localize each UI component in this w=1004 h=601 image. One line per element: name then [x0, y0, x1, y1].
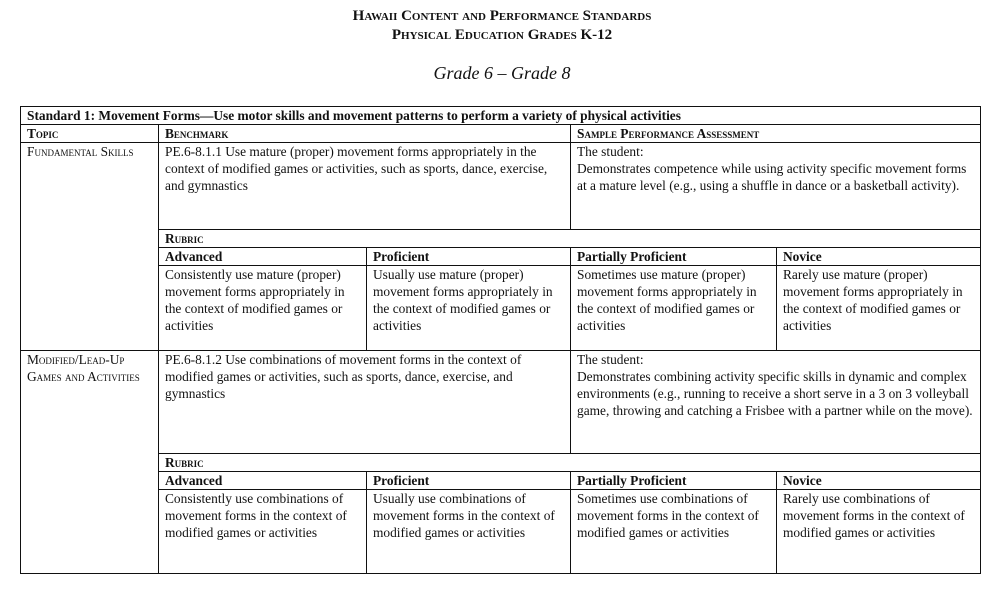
- level-proficient: Proficient: [367, 472, 571, 490]
- benchmark-cell: PE.6-8.1.2 Use combinations of movement forms in the context of modified games or activities, such as sports, dance, exercise, and gymnastics: [159, 351, 571, 454]
- rubric-label: Rubric: [159, 454, 981, 472]
- assessment-intro: The student:: [577, 352, 644, 367]
- level-partially-proficient: Partially Proficient: [571, 248, 777, 266]
- benchmark-header: Benchmark: [159, 125, 571, 143]
- rubric-cell: Rarely use mature (proper) movement forms appropriately in the context of modified games or activities: [777, 266, 981, 351]
- rubric-cell: Usually use mature (proper) movement forms appropriately in the context of modified games or activities: [367, 266, 571, 351]
- rubric-cell: Consistently use mature (proper) movement forms appropriately in the context of modified games or activities: [159, 266, 367, 351]
- level-novice: Novice: [777, 248, 981, 266]
- rubric-cell: Rarely use combinations of movement forms in the context of modified games or activities: [777, 490, 981, 574]
- level-advanced: Advanced: [159, 472, 367, 490]
- assessment-intro: The student:: [577, 144, 644, 159]
- topic-cell: Fundamental Skills: [21, 143, 159, 351]
- rubric-label: Rubric: [159, 230, 981, 248]
- rubric-cell: Sometimes use combinations of movement forms in the context of modified games or activities: [571, 490, 777, 574]
- topic-cell: Modified/Lead-Up Games and Activities: [21, 351, 159, 574]
- level-novice: Novice: [777, 472, 981, 490]
- rubric-cell: Usually use combinations of movement forms in the context of modified games or activities: [367, 490, 571, 574]
- level-partially-proficient: Partially Proficient: [571, 472, 777, 490]
- assessment-text: Demonstrates combining activity specific skills in dynamic and complex environments (e.g., running to receive a short serve in a 3 on 3 volleyball game, throwing and catching a Frisbee with a partner while on the move).: [577, 369, 973, 418]
- assessment-cell: [571, 143, 981, 230]
- level-proficient: Proficient: [367, 248, 571, 266]
- rubric-cell: Consistently use combinations of movement forms in the context of modified games or activities: [159, 490, 367, 574]
- document-subtitle: Physical Education Grades K-12: [391, 27, 613, 43]
- level-advanced: Advanced: [159, 248, 367, 266]
- document-title: Hawaii Content and Performance Standards: [352, 8, 652, 24]
- standard-title: Standard 1: Movement Forms—Use motor skills and movement patterns to perform a variety of physical activities: [21, 107, 981, 125]
- assessment-cell: [571, 351, 981, 454]
- assessment-header: Sample Performance Assessment: [571, 125, 981, 143]
- assessment-text: Demonstrates competence while using activity specific movement forms at a mature level (e.g., using a shuffle in dance or a basketball activity).: [577, 161, 967, 193]
- standards-table: [20, 106, 981, 574]
- benchmark-cell: PE.6-8.1.1 Use mature (proper) movement forms appropriately in the context of modified games or activities, such as sports, dance, exercise, and gymnastics: [159, 143, 571, 230]
- grade-range: Grade 6 – Grade 8: [433, 63, 571, 83]
- topic-header: Topic: [21, 125, 159, 143]
- rubric-cell: Sometimes use mature (proper) movement forms appropriately in the context of modified games or activities: [571, 266, 777, 351]
